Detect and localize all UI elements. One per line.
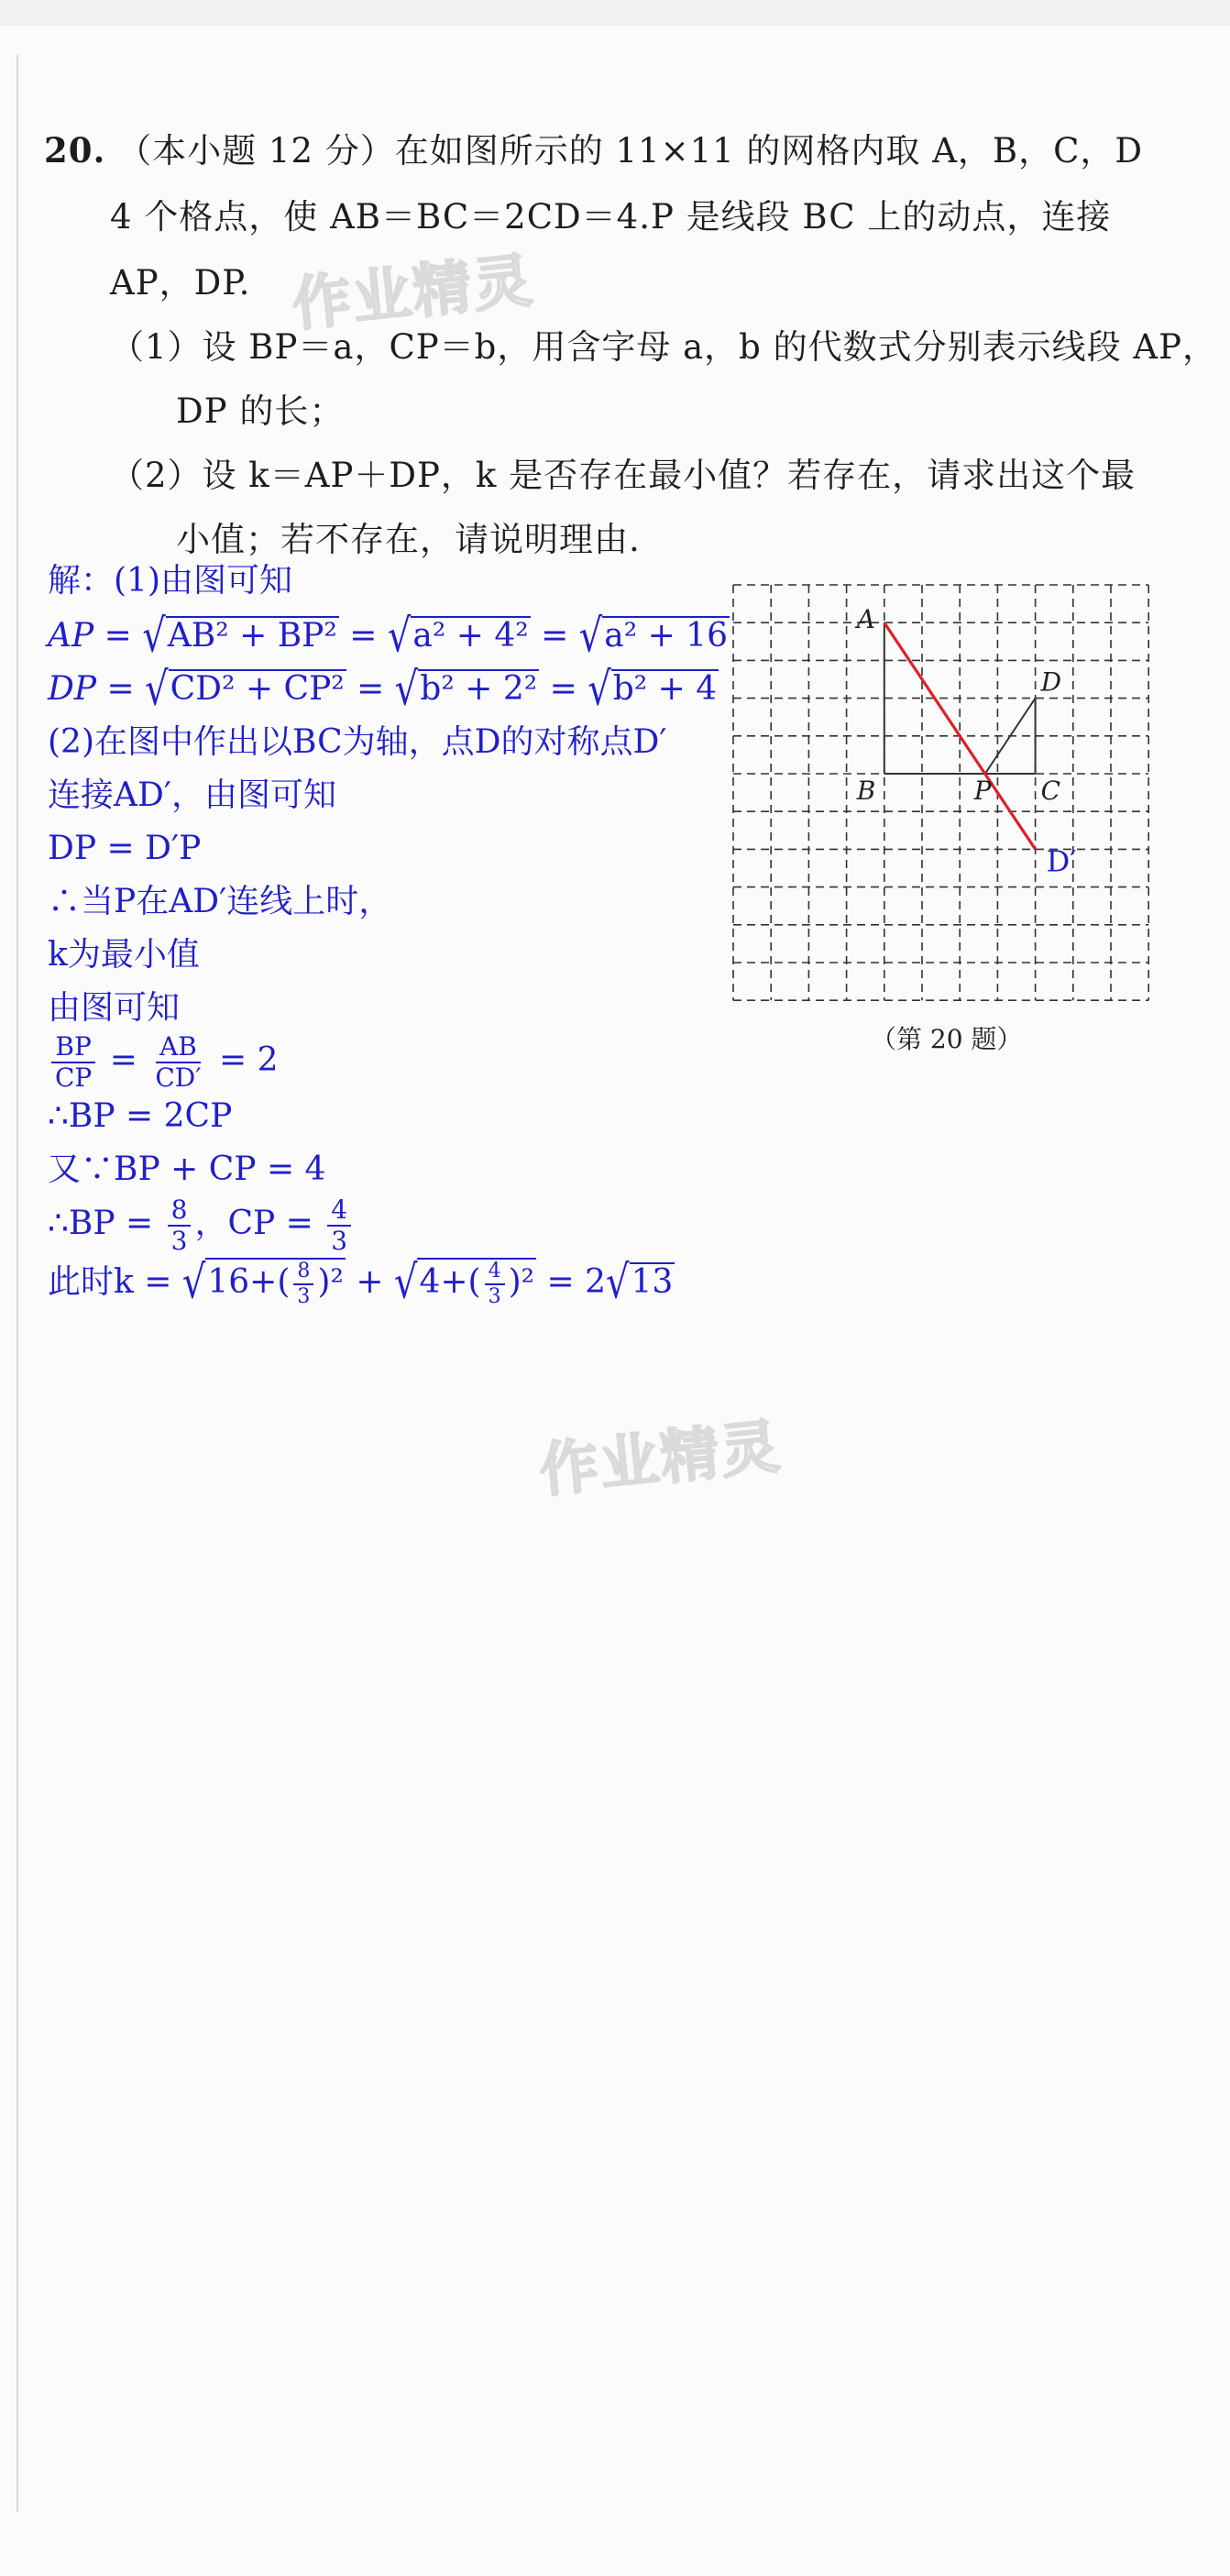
- solution-line-5: 连接AD′，由图可知: [48, 776, 337, 814]
- part2-line-2: 小值；若不存在，请说明理由.: [176, 520, 641, 559]
- sqrt-icon: √: [606, 1256, 630, 1309]
- equals: =: [539, 670, 588, 708]
- frac-num: 4: [485, 1261, 505, 1285]
- sqrt-icon: √: [578, 610, 603, 663]
- bp-lhs: ∴BP =: [48, 1205, 164, 1242]
- solution-line-12: 又∵BP + CP = 4: [48, 1150, 326, 1188]
- sqrt-icon: √: [145, 663, 169, 716]
- sqrt-icon: √: [181, 1256, 206, 1309]
- label-c: C: [1040, 776, 1061, 806]
- frac-den: 3: [170, 1226, 188, 1256]
- cp-lhs: ，CP =: [194, 1205, 324, 1242]
- label-p: P: [973, 776, 992, 806]
- dp-lhs: DP =: [48, 670, 146, 708]
- label-a: A: [856, 604, 876, 635]
- plus: +: [345, 1263, 394, 1301]
- radicand: b² + 2²: [420, 670, 538, 708]
- radicand: a² + 4²: [412, 617, 529, 655]
- radicand: b² + 4: [612, 670, 718, 708]
- radicand-3: 13: [631, 1263, 674, 1301]
- watermark: 作业精灵: [289, 247, 537, 340]
- rhs: = 2: [536, 1263, 607, 1301]
- rhs: = 2: [219, 1041, 279, 1079]
- solution-line-9: 由图可知: [48, 989, 181, 1027]
- frac-den: 3: [331, 1226, 348, 1256]
- figure-labels: [854, 604, 1077, 878]
- equals: =: [530, 617, 579, 655]
- frac-num: 4: [327, 1197, 351, 1227]
- radicand-end: )²: [317, 1263, 344, 1301]
- frac-den: CP: [55, 1062, 93, 1093]
- radicand: a² + 16: [604, 617, 728, 655]
- solution-line-6: DP = D′P: [48, 830, 202, 867]
- frac-num: 8: [168, 1197, 192, 1227]
- label-d-prime: D′: [1046, 843, 1077, 879]
- figure-caption: （第 20 题）: [871, 1024, 1023, 1054]
- problem-line-2: 4 个格点，使 AB＝BC＝2CD＝4.P 是线段 BC 上的动点，连接: [110, 197, 1112, 237]
- radicand: CD² + CP²: [170, 670, 345, 708]
- solution-line-8: k为最小值: [48, 936, 200, 974]
- frac-num: AB: [156, 1034, 201, 1063]
- frac-den: CD′: [155, 1062, 202, 1093]
- solution-line-4: (2)在图中作出以BC为轴，点D的对称点D′: [48, 723, 667, 761]
- grid-lines: [733, 585, 1148, 1000]
- frac-num: BP: [51, 1034, 94, 1063]
- label-b: B: [856, 776, 876, 806]
- problem-line-3: AP，DP.: [110, 263, 251, 303]
- frac-den: 3: [488, 1285, 501, 1308]
- sqrt-icon: √: [394, 663, 419, 716]
- radicand: AB² + BP²: [167, 617, 337, 655]
- solution-line-7: ∴当P在AD′连线上时，: [48, 883, 392, 920]
- ap-lhs: AP =: [48, 617, 143, 655]
- sqrt-icon: √: [393, 1256, 418, 1309]
- solution-line-1: 解：(1)由图可知: [48, 562, 292, 600]
- watermark: 作业精灵: [536, 1413, 785, 1506]
- problem-text-1: （本小题 12 分）在如图所示的 11×11 的网格内取 A，B，C，D: [117, 131, 1144, 171]
- frac-num: 8: [293, 1261, 313, 1285]
- problem-number: 20.: [44, 130, 106, 171]
- part1-line-1: （1）设 BP＝a，CP＝b，用含字母 a，b 的代数式分别表示线段 AP，: [110, 327, 1217, 367]
- solution-line-11: ∴BP = 2CP: [48, 1097, 233, 1135]
- radicand-text: 4+(: [419, 1263, 481, 1301]
- sqrt-icon: √: [387, 610, 412, 663]
- part2-line-1: （2）设 k＝AP＋DP，k 是否存在最小值？若存在，请求出这个最: [110, 456, 1137, 495]
- k-lhs: 此时k =: [48, 1263, 182, 1301]
- frac-den: 3: [297, 1285, 311, 1308]
- label-d: D: [1040, 666, 1062, 698]
- equals: =: [109, 1041, 148, 1079]
- equals: =: [338, 617, 388, 655]
- radicand-end: )²: [508, 1263, 535, 1301]
- equals: =: [346, 670, 395, 708]
- part1-line-2: DP 的长；: [176, 391, 345, 431]
- sqrt-icon: √: [142, 610, 166, 663]
- radicand-text: 16+(: [207, 1263, 291, 1301]
- sqrt-icon: √: [588, 663, 611, 716]
